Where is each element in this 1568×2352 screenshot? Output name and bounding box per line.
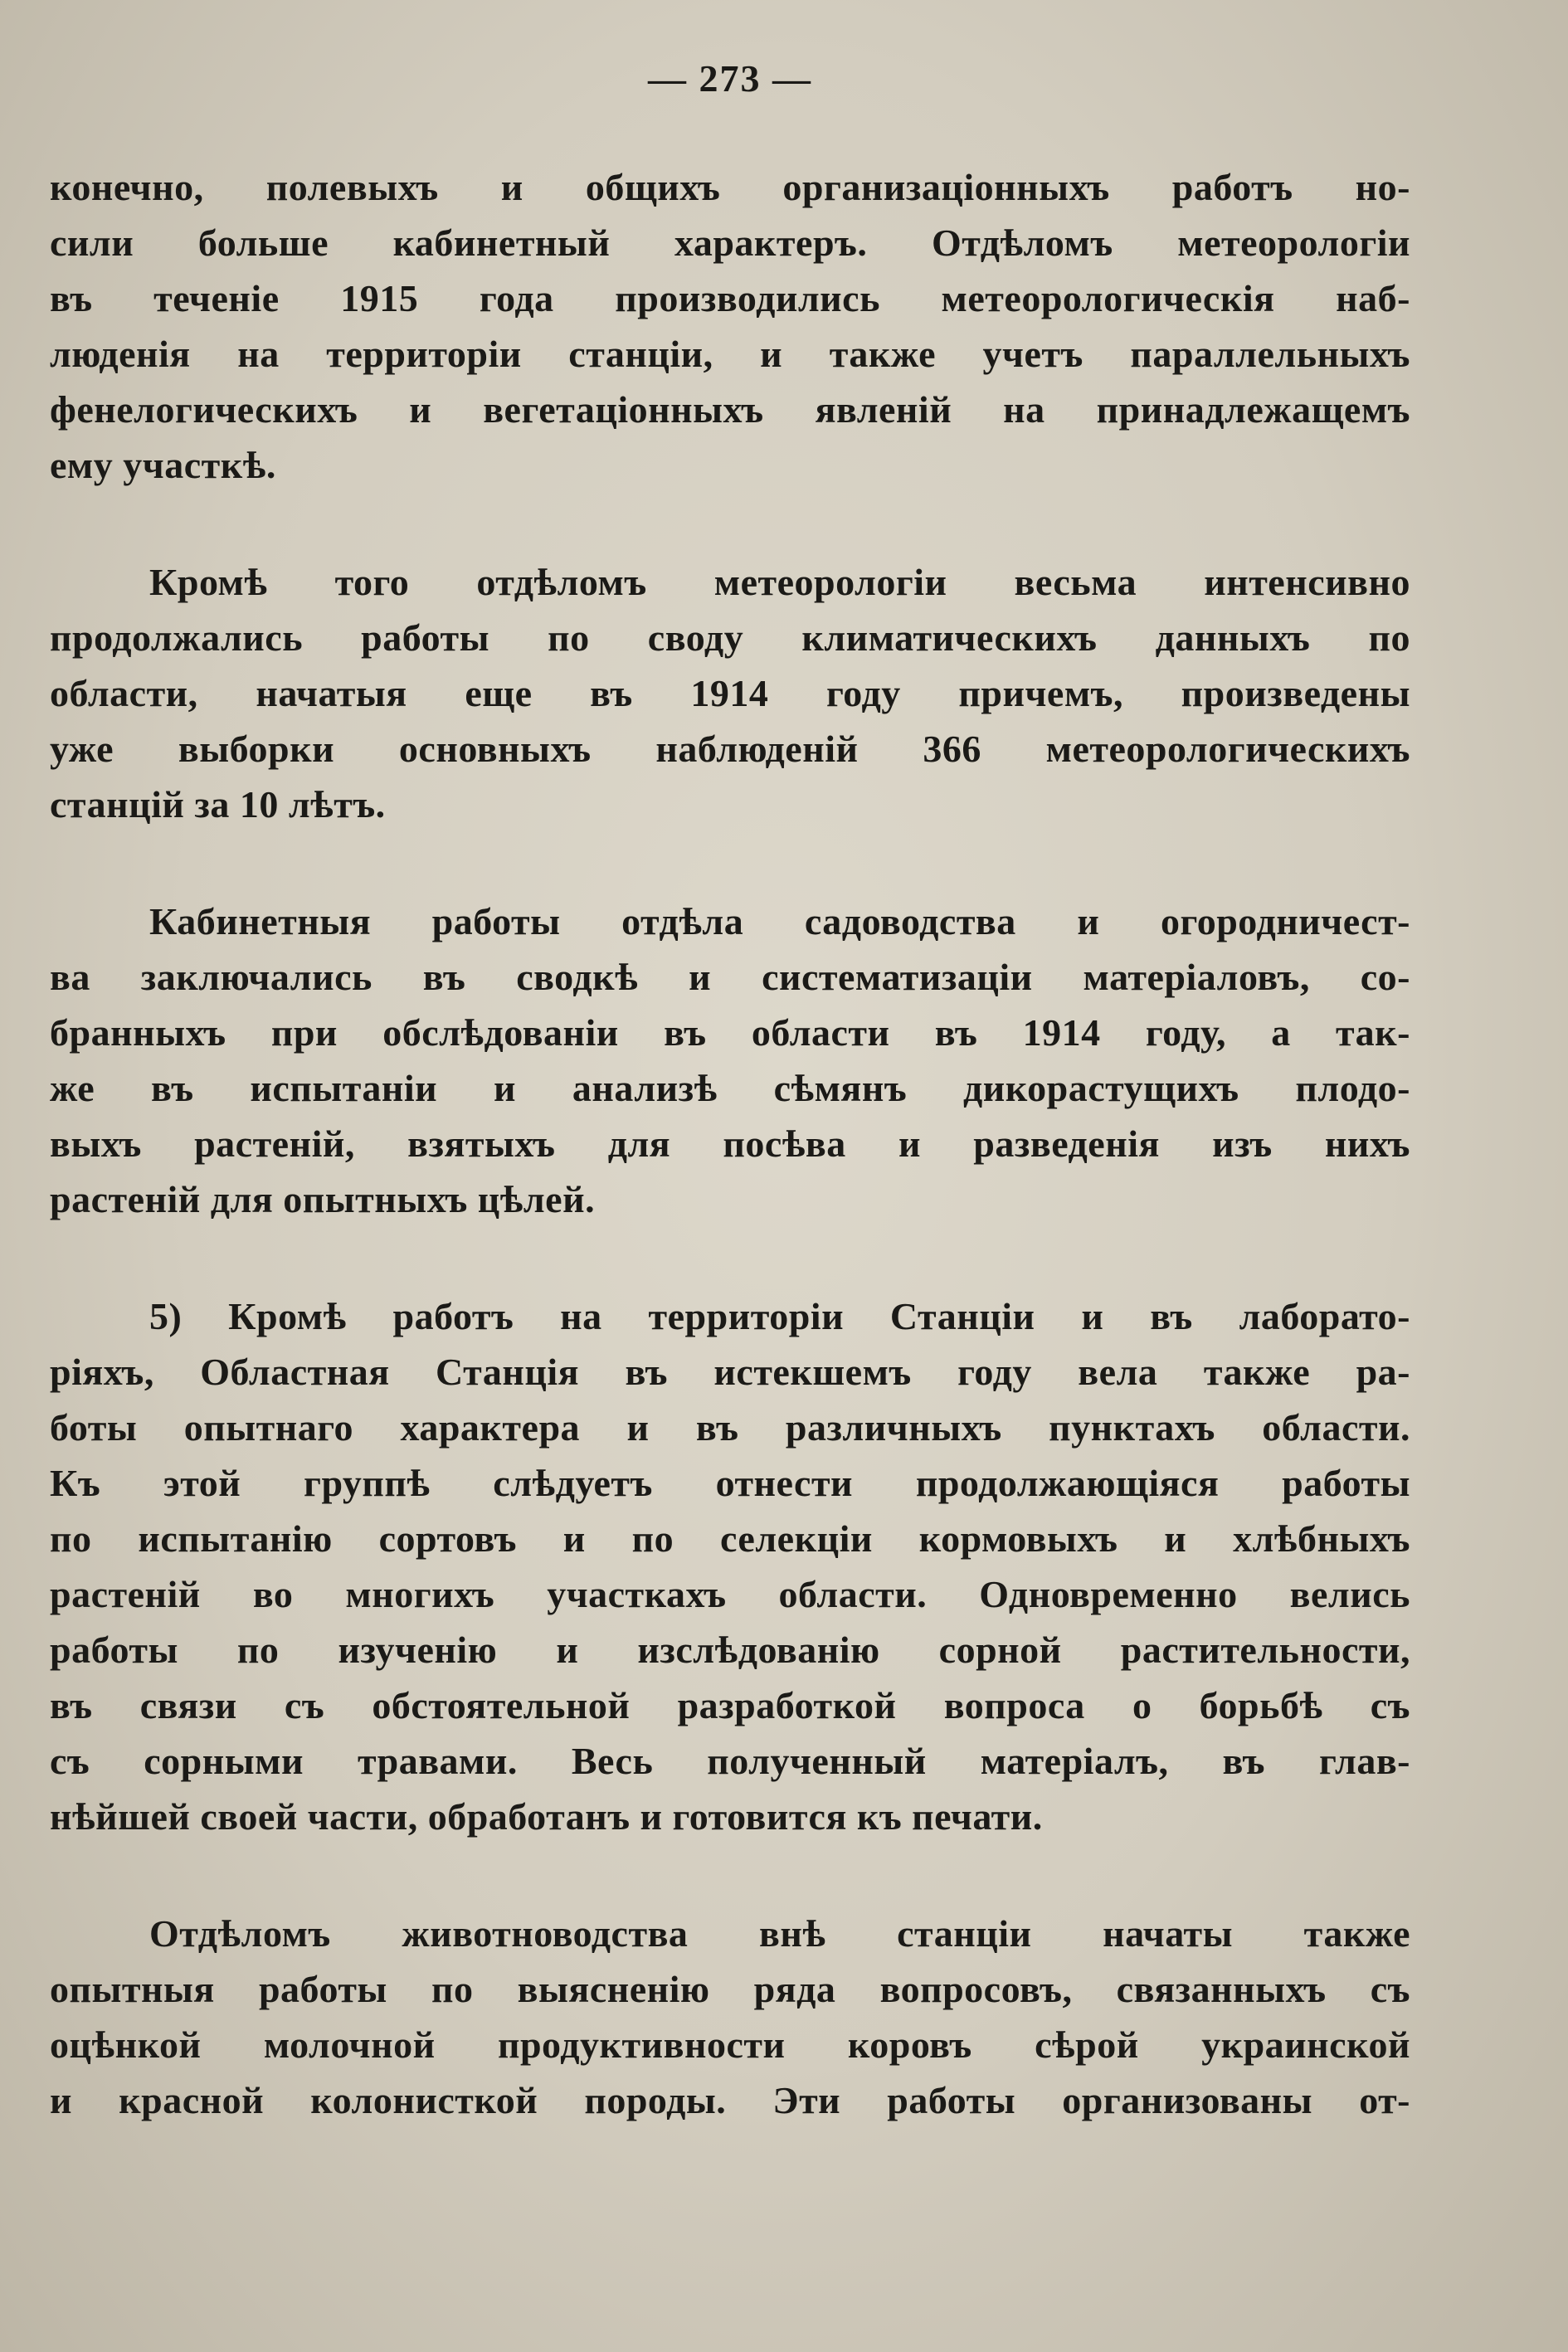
- text-line: Къ этой группѣ слѣдуетъ отнести продолжающіяся работы: [50, 1462, 1410, 1504]
- paragraph-1: [50, 159, 1410, 493]
- paragraph-gap: [50, 493, 1410, 554]
- paragraph-gap: [50, 832, 1410, 894]
- text-line: растеній во многихъ участкахъ области. Одновременно велись: [50, 1573, 1410, 1615]
- text-line: ему участкѣ.: [50, 444, 276, 486]
- text-line: Отдѣломъ животноводства внѣ станціи начаты также: [149, 1912, 1410, 1955]
- text-line: опытныя работы по выясненію ряда вопросовъ, связанныхъ съ: [50, 1968, 1410, 2010]
- text-line: бранныхъ при обслѣдованіи въ области въ 1914 году, а так-: [50, 1011, 1410, 1054]
- text-line: съ сорными травами. Весь полученный матеріалъ, въ глав-: [50, 1740, 1410, 1782]
- paragraph-4: [50, 1288, 1410, 1844]
- text-line: Кромѣ того отдѣломъ метеорологіи весьма интенсивно: [149, 561, 1410, 603]
- text-line: боты опытнаго характера и въ различныхъ пунктахъ области.: [50, 1406, 1410, 1449]
- text-line: станцій за 10 лѣтъ.: [50, 783, 386, 825]
- text-line: люденія на территоріи станціи, и также учетъ параллельныхъ: [50, 333, 1410, 375]
- text-line: Кабинетныя работы отдѣла садоводства и огородничест-: [149, 900, 1410, 942]
- text-line: ріяхъ, Областная Станція въ истекшемъ году вела также ра-: [50, 1351, 1410, 1393]
- text-line: ва заключались въ сводкѣ и систематизаціи матеріаловъ, со-: [50, 956, 1410, 998]
- paragraph-gap: [50, 1227, 1410, 1288]
- text-line: оцѣнкой молочной продуктивности коровъ сѣрой украинской: [50, 2023, 1410, 2066]
- paragraph-2: [50, 554, 1410, 832]
- page-number: — 273 —: [648, 57, 812, 100]
- paragraph-3: [50, 894, 1410, 1227]
- text-line: работы по изученію и изслѣдованію сорной растительности,: [50, 1629, 1410, 1671]
- text-line: 5) Кромѣ работъ на территоріи Станціи и въ лаборато-: [149, 1295, 1410, 1337]
- paragraph-5: [50, 1906, 1410, 2128]
- text-line: уже выборки основныхъ наблюденій 366 метеорологическихъ: [50, 728, 1410, 770]
- text-line: по испытанію сортовъ и по селекціи кормовыхъ и хлѣбныхъ: [50, 1517, 1410, 1560]
- text-line: растеній для опытныхъ цѣлей.: [50, 1178, 596, 1220]
- text-line: нѣйшей своей части, обработанъ и готовится къ печати.: [50, 1795, 1043, 1838]
- body-text: [50, 159, 1410, 2128]
- text-line: въ теченіе 1915 года производились метеорологическія наб-: [50, 277, 1410, 319]
- text-line: сили больше кабинетный характеръ. Отдѣломъ метеорологіи: [50, 222, 1410, 264]
- text-line: продолжались работы по своду климатическихъ данныхъ по: [50, 616, 1410, 659]
- text-line: конечно, полевыхъ и общихъ организаціонныхъ работъ но-: [50, 166, 1410, 208]
- paragraph-gap: [50, 1844, 1410, 1906]
- text-line: области, начатыя еще въ 1914 году причемъ, произведены: [50, 672, 1410, 714]
- text-line: выхъ растеній, взятыхъ для посѣва и разведенія изъ нихъ: [50, 1122, 1410, 1165]
- text-line: въ связи съ обстоятельной разработкой вопроса о борьбѣ съ: [50, 1684, 1410, 1726]
- text-line: и красной колонисткой породы. Эти работы организованы от-: [50, 2079, 1410, 2121]
- text-line: же въ испытаніи и анализѣ сѣмянъ дикорастущихъ плодо-: [50, 1067, 1410, 1109]
- text-line: фенелогическихъ и вегетаціонныхъ явленій на принадлежащемъ: [50, 388, 1410, 431]
